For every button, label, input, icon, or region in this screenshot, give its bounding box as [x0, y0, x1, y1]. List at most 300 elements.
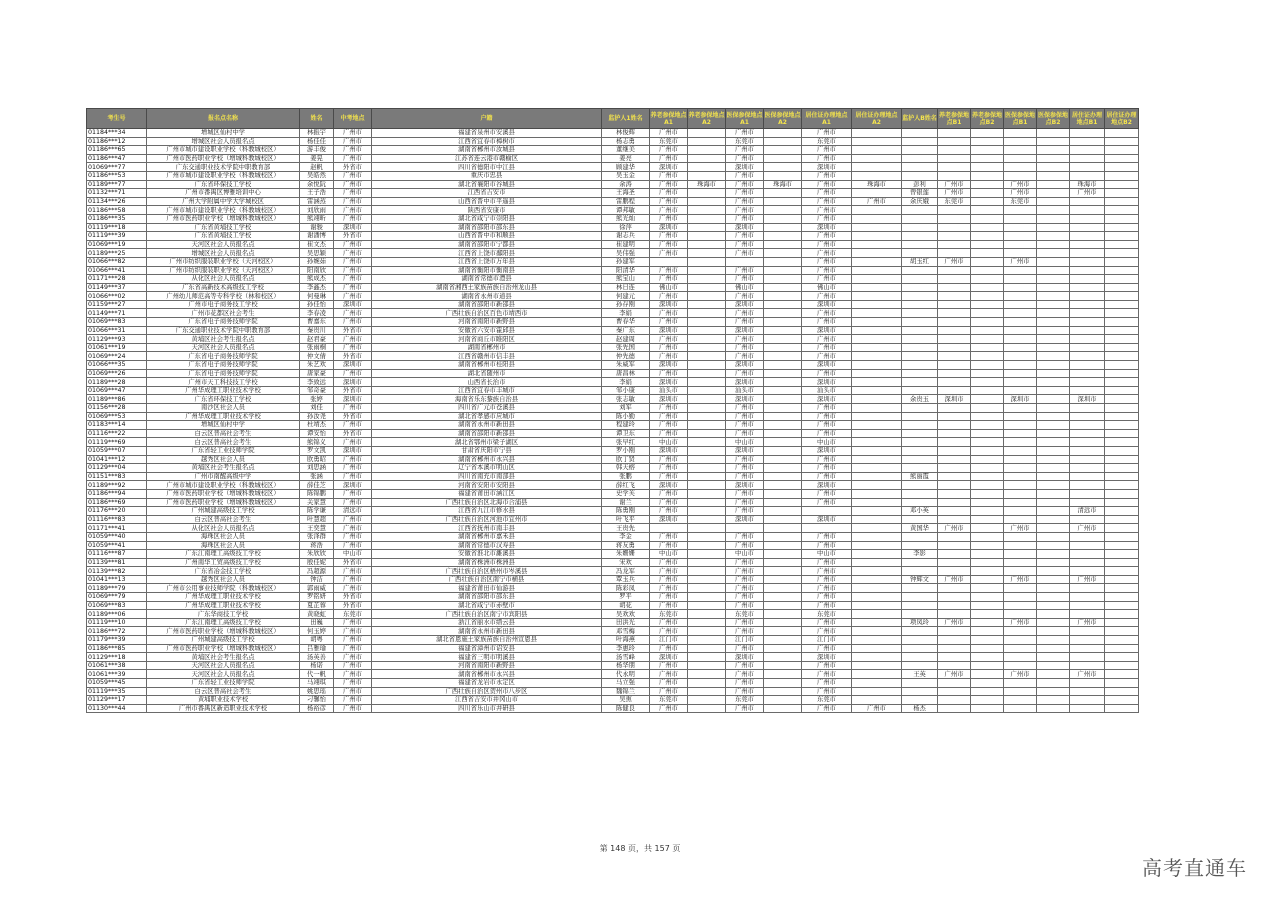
table-cell: 01069***79 — [87, 593, 147, 602]
table-cell — [852, 361, 902, 370]
table-cell — [764, 189, 802, 198]
table-cell: 广州市 — [802, 464, 852, 473]
table-cell: 广州市 — [726, 532, 764, 541]
table-cell: 广东省轻工业技师学院 — [147, 679, 300, 688]
table-cell — [852, 206, 902, 215]
table-cell — [1004, 455, 1037, 464]
table-cell: 越秀区社会人员 — [147, 455, 300, 464]
table-cell — [971, 137, 1004, 146]
table-cell — [971, 404, 1004, 413]
table-cell: 广州市 — [650, 679, 688, 688]
table-cell: 广东省冶金技工学校 — [147, 567, 300, 576]
table-cell: 广州市 — [802, 670, 852, 679]
table-cell: 广州市 — [650, 489, 688, 498]
table-cell: 广州市番禺区博雅培训中心 — [147, 189, 300, 198]
table-cell — [764, 171, 802, 180]
table-cell — [764, 137, 802, 146]
table-cell — [971, 472, 1004, 481]
table-row — [87, 361, 1139, 370]
table-cell: 增城区仙村中学 — [147, 421, 300, 430]
table-cell: 广州市 — [650, 249, 688, 258]
table-cell: 湖南省郴州市 — [372, 343, 602, 352]
table-cell: 阳南欣 — [300, 266, 334, 275]
table-cell — [971, 352, 1004, 361]
table-cell — [688, 386, 726, 395]
table-cell — [971, 489, 1004, 498]
table-cell — [1004, 300, 1037, 309]
table-cell: 深圳市 — [802, 481, 852, 490]
table-cell — [1037, 206, 1070, 215]
table-cell: 薛佳芝 — [300, 481, 334, 490]
table-cell — [764, 481, 802, 490]
table-cell: 广州市 — [650, 584, 688, 593]
table-cell: 广州市 — [726, 404, 764, 413]
table-cell — [902, 438, 938, 447]
table-cell — [1070, 558, 1105, 567]
table-cell — [902, 696, 938, 705]
table-cell — [688, 283, 726, 292]
table-cell — [1037, 240, 1070, 249]
table-row — [87, 412, 1139, 421]
table-cell: 广州市 — [650, 464, 688, 473]
table-cell: 胡玉红 — [902, 257, 938, 266]
table-cell: 广州市 — [802, 567, 852, 576]
table-cell — [852, 386, 902, 395]
table-cell — [688, 361, 726, 370]
table-cell: 广州市 — [650, 214, 688, 223]
table-cell — [1105, 464, 1139, 473]
table-cell: 广州市 — [650, 309, 688, 318]
table-cell — [688, 627, 726, 636]
table-cell — [1105, 661, 1139, 670]
table-row — [87, 498, 1139, 507]
table-cell: 王海圣 — [602, 189, 650, 198]
table-cell: 熊丽霞 — [902, 472, 938, 481]
table-cell: 汕头市 — [802, 386, 852, 395]
table-cell — [1004, 610, 1037, 619]
table-cell — [902, 446, 938, 455]
table-cell — [764, 154, 802, 163]
column-header: 中考地点 — [334, 109, 372, 129]
table-cell: 张先国 — [602, 343, 650, 352]
table-cell: 曹春华 — [602, 318, 650, 327]
table-cell: 01061***38 — [87, 661, 147, 670]
table-cell: 01066***82 — [87, 257, 147, 266]
table-cell: 广州市电子商务技工学校 — [147, 300, 300, 309]
table-cell: 外省市 — [334, 429, 372, 438]
table-cell: 广州市 — [802, 601, 852, 610]
table-cell — [1004, 335, 1037, 344]
table-cell: 欧丁贤 — [602, 455, 650, 464]
table-cell: 深圳市 — [1070, 395, 1105, 404]
table-cell: 广州市 — [802, 627, 852, 636]
table-cell — [764, 541, 802, 550]
table-cell: 吴欢欢 — [602, 610, 650, 619]
table-cell — [1105, 446, 1139, 455]
table-cell — [688, 232, 726, 241]
table-cell — [852, 489, 902, 498]
table-cell — [971, 386, 1004, 395]
table-cell: 深圳市 — [802, 223, 852, 232]
table-cell: 广州市 — [650, 567, 688, 576]
table-cell — [902, 137, 938, 146]
table-cell: 01171***28 — [87, 275, 147, 284]
table-cell — [1004, 696, 1037, 705]
table-cell — [688, 636, 726, 645]
table-cell: 广州市 — [802, 644, 852, 653]
table-cell: 01116***22 — [87, 429, 147, 438]
table-cell: 熊成杰 — [300, 275, 334, 284]
table-cell: 广州市 — [726, 498, 764, 507]
table-cell — [1070, 696, 1105, 705]
table-cell — [688, 550, 726, 559]
table-cell — [938, 171, 971, 180]
table-cell: 广州市 — [650, 318, 688, 327]
table-cell — [1004, 214, 1037, 223]
table-cell — [902, 661, 938, 670]
column-header: 监护人B姓名 — [902, 109, 938, 129]
table-cell — [971, 318, 1004, 327]
table-cell: 杨志勇 — [602, 137, 650, 146]
table-cell — [1070, 163, 1105, 172]
table-cell: 01189***92 — [87, 481, 147, 490]
table-cell — [688, 352, 726, 361]
table-cell: 广州市 — [650, 180, 688, 189]
table-cell — [971, 421, 1004, 430]
table-cell: 深圳市 — [650, 378, 688, 387]
table-cell: 广州市 — [726, 429, 764, 438]
table-cell: 广东省轻工业技师学院 — [147, 446, 300, 455]
table-cell — [852, 567, 902, 576]
table-cell: 广州市 — [334, 292, 372, 301]
table-cell — [764, 575, 802, 584]
table-cell: 湖北省孝感市应城市 — [372, 412, 602, 421]
table-row — [87, 472, 1139, 481]
table-cell: 江门市 — [726, 636, 764, 645]
table-cell: 01069***53 — [87, 412, 147, 421]
table-cell: 湖北省随州市 — [372, 369, 602, 378]
table-cell: 广州市 — [726, 292, 764, 301]
table-cell — [764, 197, 802, 206]
table-cell: 天河区社会人员报名点 — [147, 661, 300, 670]
table-cell: 熊锦义 — [300, 438, 334, 447]
table-cell: 薛红飞 — [602, 481, 650, 490]
table-cell: 仲文倩 — [300, 352, 334, 361]
table-cell — [971, 189, 1004, 198]
table-cell — [1037, 464, 1070, 473]
table-cell — [971, 395, 1004, 404]
table-cell — [971, 704, 1004, 713]
table-cell — [1105, 171, 1139, 180]
table-cell: 广西壮族自治区贺州市八步区 — [372, 687, 602, 696]
table-cell — [726, 257, 764, 266]
table-row — [87, 343, 1139, 352]
table-cell: 刘思涵 — [300, 464, 334, 473]
table-cell — [852, 515, 902, 524]
table-cell: 罗文凯 — [300, 446, 334, 455]
column-header: 居住证办理地点B1 — [1070, 109, 1105, 129]
table-cell — [852, 481, 902, 490]
table-cell: 曹嘉东 — [300, 318, 334, 327]
table-cell: 郭雨威 — [300, 584, 334, 593]
table-cell: 01149***71 — [87, 309, 147, 318]
table-cell: 01186***85 — [87, 644, 147, 653]
table-cell — [1037, 154, 1070, 163]
table-cell: 01130***44 — [87, 704, 147, 713]
table-cell: 01189***06 — [87, 610, 147, 619]
table-cell: 陈彩凤 — [602, 584, 650, 593]
table-cell: 广州市 — [726, 309, 764, 318]
table-cell: 深圳市 — [650, 361, 688, 370]
table-cell — [1037, 644, 1070, 653]
table-cell — [902, 429, 938, 438]
table-cell — [971, 412, 1004, 421]
table-cell: 谭卫东 — [602, 429, 650, 438]
table-cell: 深圳市 — [938, 395, 971, 404]
table-cell: 姜亮 — [602, 154, 650, 163]
table-cell — [1105, 618, 1139, 627]
table-cell: 中山市 — [726, 438, 764, 447]
table-cell: 湖南省永州市道县 — [372, 292, 602, 301]
table-cell: 01189***86 — [87, 395, 147, 404]
table-cell: 何玉婷 — [300, 627, 334, 636]
table-cell — [764, 386, 802, 395]
table-cell: 广州市 — [726, 266, 764, 275]
table-cell: 广州市 — [650, 412, 688, 421]
table-cell — [764, 550, 802, 559]
column-header: 居住证办理地点B2 — [1105, 109, 1139, 129]
table-cell: 李娟 — [602, 309, 650, 318]
table-cell: 福建省莆田市涵江区 — [372, 489, 602, 498]
table-cell — [902, 266, 938, 275]
table-cell: 外省市 — [334, 386, 372, 395]
table-cell: 广州市城市建设职业学校（科教城校区） — [147, 481, 300, 490]
table-cell — [764, 412, 802, 421]
table-cell: 外省市 — [334, 558, 372, 567]
table-cell — [938, 438, 971, 447]
table-cell — [1105, 214, 1139, 223]
table-cell — [1105, 541, 1139, 550]
table-cell — [971, 636, 1004, 645]
table-cell — [852, 661, 902, 670]
table-cell: 湖南省湘西土家族苗族自治州龙山县 — [372, 283, 602, 292]
table-cell — [1105, 137, 1139, 146]
table-cell — [852, 223, 902, 232]
table-cell — [938, 653, 971, 662]
table-cell: 广州市 — [334, 257, 372, 266]
table-cell — [1004, 446, 1037, 455]
table-row — [87, 129, 1139, 138]
table-cell: 深圳市 — [650, 223, 688, 232]
table-cell — [1070, 704, 1105, 713]
table-cell — [1037, 661, 1070, 670]
table-cell — [1105, 180, 1139, 189]
table-cell: 广州市 — [802, 146, 852, 155]
table-cell — [902, 481, 938, 490]
table-cell: 广州市 — [650, 618, 688, 627]
table-cell: 01186***65 — [87, 146, 147, 155]
table-cell — [902, 240, 938, 249]
table-cell: 王子浩 — [300, 189, 334, 198]
table-cell — [1070, 489, 1105, 498]
table-cell — [688, 455, 726, 464]
table-cell — [852, 575, 902, 584]
table-cell — [1004, 550, 1037, 559]
table-cell — [938, 507, 971, 516]
table-cell: 广州市 — [650, 232, 688, 241]
table-cell: 深圳市 — [650, 326, 688, 335]
table-cell — [852, 429, 902, 438]
table-cell — [688, 223, 726, 232]
table-cell — [1070, 318, 1105, 327]
table-cell — [764, 446, 802, 455]
table-cell — [1037, 386, 1070, 395]
table-cell — [902, 567, 938, 576]
table-cell — [971, 180, 1004, 189]
table-row — [87, 386, 1139, 395]
table-cell — [938, 687, 971, 696]
table-cell — [1004, 352, 1037, 361]
table-cell — [764, 687, 802, 696]
table-row — [87, 232, 1139, 241]
table-cell: 河南省南阳市新野县 — [372, 318, 602, 327]
table-cell: 吴熏 — [602, 696, 650, 705]
table-cell — [852, 653, 902, 662]
table-cell — [938, 567, 971, 576]
table-cell — [688, 489, 726, 498]
table-cell: 代永明 — [602, 670, 650, 679]
table-cell: 海珠区社会人员 — [147, 532, 300, 541]
table-cell: 赵帆 — [300, 163, 334, 172]
table-cell: 吴伟强 — [602, 249, 650, 258]
table-cell — [1037, 343, 1070, 352]
table-cell — [764, 343, 802, 352]
table-row — [87, 240, 1139, 249]
table-cell: 广州市 — [802, 275, 852, 284]
table-cell: 广州市 — [726, 146, 764, 155]
table-cell: 余庆娥 — [902, 197, 938, 206]
table-cell: 深圳市 — [726, 326, 764, 335]
table-cell — [852, 601, 902, 610]
table-cell: 深圳市 — [802, 300, 852, 309]
table-cell: 01069***83 — [87, 318, 147, 327]
table-cell — [688, 507, 726, 516]
table-cell — [764, 455, 802, 464]
table-cell: 曾银莲 — [902, 189, 938, 198]
table-cell: 广州市 — [334, 644, 372, 653]
table-cell: 汕头市 — [650, 386, 688, 395]
table-cell: 刘佳 — [300, 404, 334, 413]
table-cell — [1037, 249, 1070, 258]
table-row — [87, 404, 1139, 413]
table-cell: 广州市 — [334, 661, 372, 670]
table-cell — [971, 644, 1004, 653]
table-cell — [1070, 610, 1105, 619]
table-cell: 杜靖杰 — [300, 421, 334, 430]
table-cell: 广西壮族自治区梧州市岑溪县 — [372, 567, 602, 576]
table-row — [87, 214, 1139, 223]
table-cell: 东莞市 — [802, 137, 852, 146]
table-cell: 邓雪梅 — [602, 627, 650, 636]
table-cell: 深圳市 — [802, 163, 852, 172]
column-header: 户籍 — [372, 109, 602, 129]
table-cell: 广州市 — [802, 498, 852, 507]
table-cell — [764, 679, 802, 688]
column-header: 养老参保地点B1 — [938, 109, 971, 129]
table-cell — [688, 532, 726, 541]
table-cell: 白云区普高社会考生 — [147, 429, 300, 438]
table-cell — [1105, 412, 1139, 421]
table-cell — [688, 601, 726, 610]
table-cell: 越秀区社会人员 — [147, 575, 300, 584]
table-cell: 深圳市 — [802, 378, 852, 387]
table-cell: 01069***19 — [87, 240, 147, 249]
table-cell — [1070, 386, 1105, 395]
table-cell — [1004, 404, 1037, 413]
table-cell — [1037, 446, 1070, 455]
table-cell — [902, 171, 938, 180]
table-cell: 广州市 — [334, 309, 372, 318]
table-cell: 黄晓虹 — [300, 610, 334, 619]
table-cell: 广州市 — [802, 661, 852, 670]
table-cell — [902, 223, 938, 232]
table-cell — [1070, 129, 1105, 138]
table-cell — [688, 214, 726, 223]
table-cell — [852, 171, 902, 180]
table-cell — [688, 335, 726, 344]
table-cell: 01186***58 — [87, 206, 147, 215]
table-cell: 李影 — [902, 550, 938, 559]
table-cell — [1105, 653, 1139, 662]
table-cell: 广州市 — [802, 558, 852, 567]
table-cell: 谢兰 — [602, 498, 650, 507]
table-cell: 广州市公用事业技师学院（科教城校区） — [147, 584, 300, 593]
table-row — [87, 507, 1139, 516]
table-cell — [1004, 472, 1037, 481]
table-cell: 广州大学附属中学大学城校区 — [147, 197, 300, 206]
table-cell — [1004, 171, 1037, 180]
table-cell — [852, 550, 902, 559]
table-cell: 天河区社会人员报名点 — [147, 343, 300, 352]
table-cell — [971, 214, 1004, 223]
table-cell: 广西壮族自治区南宁市宾阳县 — [372, 610, 602, 619]
table-cell — [1004, 644, 1037, 653]
table-cell: 东莞市 — [938, 197, 971, 206]
table-cell: 广州市 — [334, 653, 372, 662]
table-cell: 广州市 — [334, 146, 372, 155]
table-cell — [688, 541, 726, 550]
table-cell — [971, 257, 1004, 266]
table-cell: 江西省抚州市南丰县 — [372, 524, 602, 533]
table-cell: 杨诺 — [300, 661, 334, 670]
table-cell: 广州市 — [650, 189, 688, 198]
table-cell: 欧勇昭 — [300, 455, 334, 464]
table-cell — [1105, 300, 1139, 309]
table-cell: 01119***69 — [87, 438, 147, 447]
table-cell — [1004, 704, 1037, 713]
table-cell — [938, 232, 971, 241]
table-cell — [938, 455, 971, 464]
table-cell: 广东省高新技术高级技工学校 — [147, 283, 300, 292]
table-cell — [971, 300, 1004, 309]
table-cell: 冯超源 — [300, 567, 334, 576]
table-cell: 江苏省连云港市赣榆区 — [372, 154, 602, 163]
table-cell: 广州市 — [650, 498, 688, 507]
table-cell — [1105, 601, 1139, 610]
table-cell: 林日连 — [602, 283, 650, 292]
table-cell: 张雨桐 — [300, 343, 334, 352]
table-cell: 广州市 — [650, 472, 688, 481]
